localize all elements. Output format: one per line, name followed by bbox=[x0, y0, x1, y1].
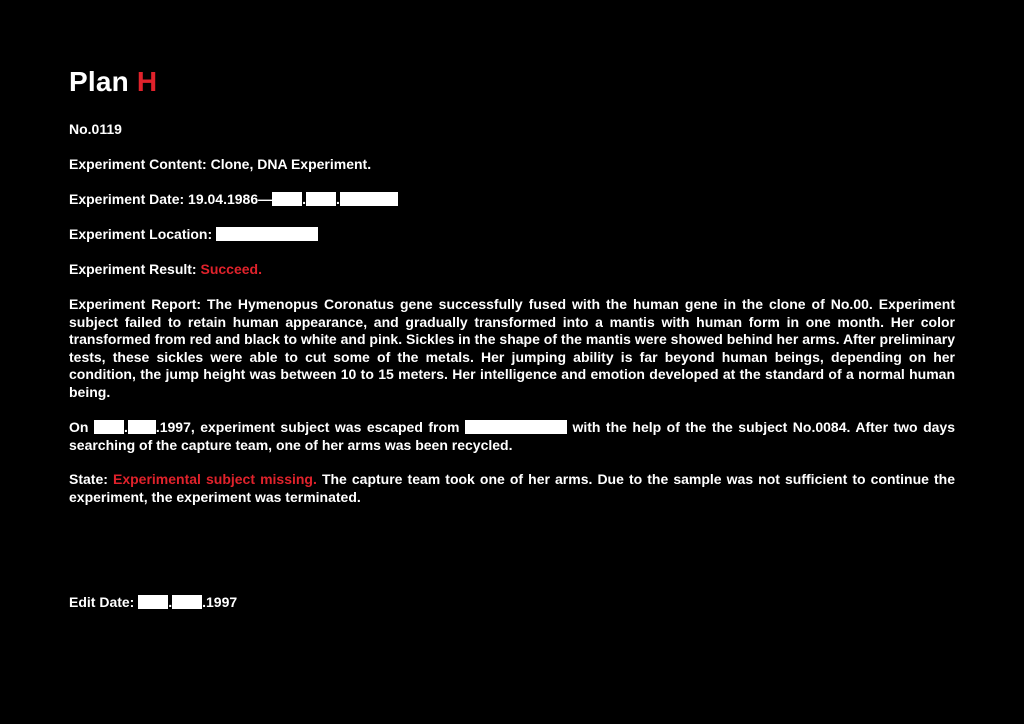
escape-suffix: with the help of the the subject No.0084. After two days searching of the capture team, one of her arms was been recycled. bbox=[69, 419, 955, 453]
result-value: Succeed. bbox=[200, 261, 262, 277]
document-title bbox=[69, 66, 157, 98]
redaction-block bbox=[216, 227, 318, 241]
content-value: Clone, DNA Experiment. bbox=[210, 156, 372, 172]
date-value: 19.04.1986— bbox=[188, 191, 273, 207]
title-main: Plan bbox=[69, 66, 129, 97]
escape-year-text: .1997, experiment subject was escaped from bbox=[155, 419, 460, 435]
escape-paragraph bbox=[69, 419, 955, 454]
redaction-block bbox=[306, 192, 336, 206]
state-paragraph bbox=[69, 471, 955, 506]
result-label: Experiment Result: bbox=[69, 261, 197, 277]
redaction-block bbox=[340, 192, 398, 206]
redaction-block bbox=[128, 420, 156, 434]
experiment-result bbox=[69, 261, 262, 278]
edit-date-separator: . bbox=[168, 594, 173, 610]
document-number: No.0119 bbox=[69, 121, 122, 137]
experiment-content bbox=[69, 156, 371, 173]
redaction-block bbox=[272, 192, 302, 206]
redaction-block bbox=[138, 595, 168, 609]
experiment-date bbox=[69, 191, 398, 208]
location-label: Experiment Location: bbox=[69, 226, 213, 242]
title-accent: H bbox=[136, 66, 158, 97]
edit-date-year: .1997 bbox=[202, 594, 238, 610]
experiment-location bbox=[69, 226, 318, 243]
date-separator: . bbox=[336, 191, 340, 207]
redaction-block bbox=[172, 595, 202, 609]
state-label: State: bbox=[69, 471, 108, 487]
date-label: Experiment Date: bbox=[69, 191, 185, 207]
escape-separator: . bbox=[123, 419, 128, 435]
state-status: Experimental subject missing. bbox=[112, 471, 317, 487]
experiment-report: Experiment Report: The Hymenopus Coronatus gene successfully fused with the human gene in the clone of No.00. Experiment subject failed to retain human appearance, and gradually transformed into a mantis with human form in one month. Her color transformed from red and black to white and pink. Sickles in the shape of the mantis were showed behind her arms. After preliminary tests, these sickles were able to cut some of the metals. Her jumping ability is far beyond human beings, depending on her condition, the jump height was between 10 to 15 meters. Her intelligence and emotion developed at the standard of a normal human being. bbox=[69, 296, 955, 400]
redaction-block bbox=[465, 420, 567, 434]
redaction-block bbox=[94, 420, 124, 434]
content-label: Experiment Content: bbox=[69, 156, 207, 172]
edit-date bbox=[69, 594, 237, 611]
edit-date-label: Edit Date: bbox=[69, 594, 135, 610]
escape-prefix: On bbox=[69, 419, 89, 435]
state-text: The capture team took one of her arms. Due to the sample was not sufficient to continue the experiment, the experiment was terminated. bbox=[69, 471, 956, 505]
date-separator: . bbox=[302, 191, 307, 207]
